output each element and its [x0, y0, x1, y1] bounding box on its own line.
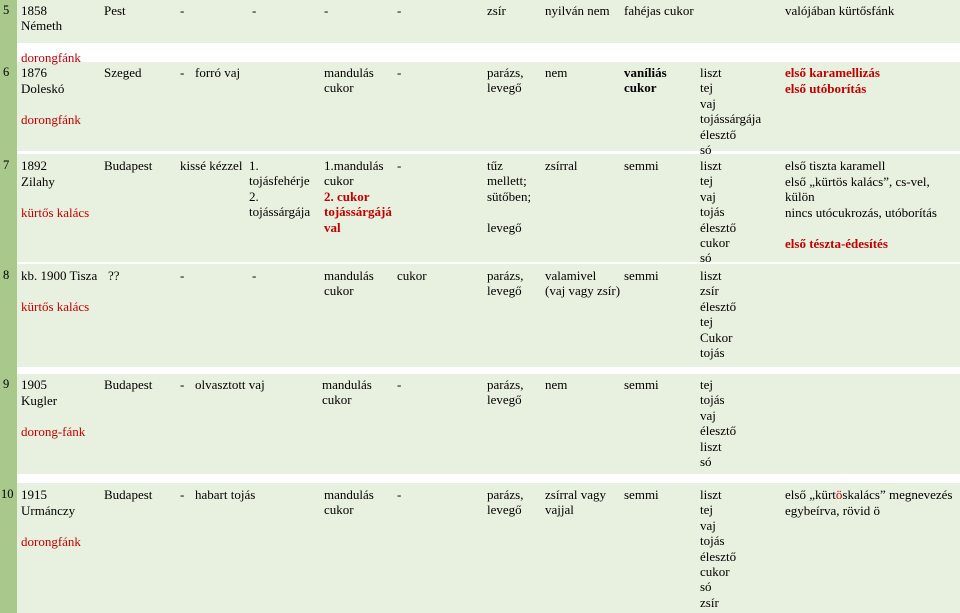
cell: parázs, levegő — [487, 487, 524, 518]
year: 1915 — [21, 487, 47, 502]
note: első tiszta karamell — [785, 158, 886, 173]
author: Zilahy — [21, 174, 55, 189]
cell: 1.mandulás cukor — [324, 158, 384, 189]
cell: nem — [545, 65, 568, 80]
note: külön — [785, 189, 815, 204]
cell: - — [252, 268, 257, 283]
term: dorongfánk — [21, 50, 81, 65]
cell: valamivel (vaj vagy zsír) — [545, 268, 621, 299]
cell: semmi — [624, 377, 659, 392]
cell: zsírral vagy vajjal — [545, 487, 607, 518]
ingredients: liszt zsír élesztő tej Cukor tojás — [700, 268, 737, 361]
cell: kissé kézzel — [180, 158, 243, 173]
row-number: 10 — [1, 487, 14, 501]
cell: nyilván nem — [545, 3, 610, 18]
note: egybeírva, rövid ö — [785, 503, 880, 518]
year: 1858 — [21, 3, 47, 18]
row-number: 8 — [3, 268, 10, 282]
cell: semmi — [624, 487, 659, 502]
author: Urmánczy — [21, 503, 76, 518]
term: kürtős kalács — [21, 205, 90, 220]
note: valójában kürtősfánk — [785, 3, 895, 18]
term: kürtős kalács — [21, 299, 90, 314]
cell: mandulás cukor — [324, 268, 374, 299]
row-number: 6 — [3, 65, 10, 79]
cell: parázs, levegő — [487, 65, 524, 96]
ingredients: tej tojás vaj élesztő liszt só — [700, 377, 737, 470]
note: első „kürtös kalács”, cs-vel, — [785, 174, 930, 189]
cell: tűz mellett; sütőben; levegő — [487, 158, 532, 235]
place: Szeged — [104, 65, 142, 80]
cell: mandulás cukor — [324, 487, 374, 518]
cell: semmi — [624, 158, 659, 173]
row-number: 5 — [3, 3, 10, 17]
cell: zsír — [487, 3, 506, 18]
place: Budapest — [104, 158, 153, 173]
ingredients: liszt tej vaj tojás élesztő cukor só zsír — [700, 487, 737, 610]
cell: - — [180, 268, 185, 283]
note: első karamellizás — [785, 65, 880, 80]
row-number: 9 — [3, 377, 10, 391]
note-part: első „kürt — [785, 487, 836, 502]
author: Németh — [21, 18, 63, 33]
year: 1876 — [21, 65, 47, 80]
cell: zsírral — [545, 158, 578, 173]
note-part: skalács” megnevezés — [842, 487, 953, 502]
year: kb. 1900 Tisza — [21, 268, 98, 283]
cell: - — [324, 3, 329, 18]
cell: - — [397, 3, 402, 18]
cell: parázs, levegő — [487, 377, 524, 408]
cell: fahéjas cukor — [624, 3, 694, 18]
author: Doleskó — [21, 81, 65, 96]
place: ?? — [108, 268, 120, 283]
cell: 2. cukor tojássárgájá val — [324, 189, 392, 235]
place: Pest — [104, 3, 126, 18]
cell: - — [180, 3, 185, 18]
cell: - — [180, 377, 185, 392]
ingredients: liszt tej vaj tojás élesztő cukor só — [700, 158, 737, 266]
author: Kugler — [21, 393, 58, 408]
cell: habart tojás — [195, 487, 256, 502]
term: dorong-fánk — [21, 424, 86, 439]
cell: forró vaj — [195, 65, 241, 80]
cell: parázs, levegő — [487, 268, 524, 299]
cell: - — [397, 65, 402, 80]
row-number: 7 — [3, 158, 10, 172]
note — [785, 487, 953, 502]
place: Budapest — [104, 377, 153, 392]
year: 1892 — [21, 158, 47, 173]
cell: - — [180, 487, 185, 502]
note: nincs utócukrozás, utóborítás — [785, 205, 937, 220]
cell: - — [252, 3, 257, 18]
note-highlight: ö — [835, 487, 843, 502]
note: első tészta-édesítés — [785, 236, 888, 251]
cell: vaníliás cukor — [624, 65, 667, 96]
cell: - — [397, 487, 402, 502]
term: dorongfánk — [21, 534, 81, 549]
year: 1905 — [21, 377, 47, 392]
cell: - — [397, 377, 402, 392]
cell: 1. tojásfehérje 2. tojássárgája — [249, 158, 311, 220]
cell: mandulás cukor — [324, 65, 374, 96]
cell: nem — [545, 377, 568, 392]
cell: - — [397, 158, 402, 173]
note: első utóborítás — [785, 81, 867, 96]
term: dorongfánk — [21, 112, 81, 127]
cell: cukor — [397, 268, 427, 283]
cell: semmi — [624, 268, 659, 283]
cell: mandulás cukor — [322, 377, 372, 408]
place: Budapest — [104, 487, 153, 502]
cell: - — [180, 65, 185, 80]
row-number-column — [0, 0, 17, 613]
cell: olvasztott vaj — [195, 377, 265, 392]
ingredients: liszt tej vaj tojássárgája élesztő só — [700, 65, 762, 158]
